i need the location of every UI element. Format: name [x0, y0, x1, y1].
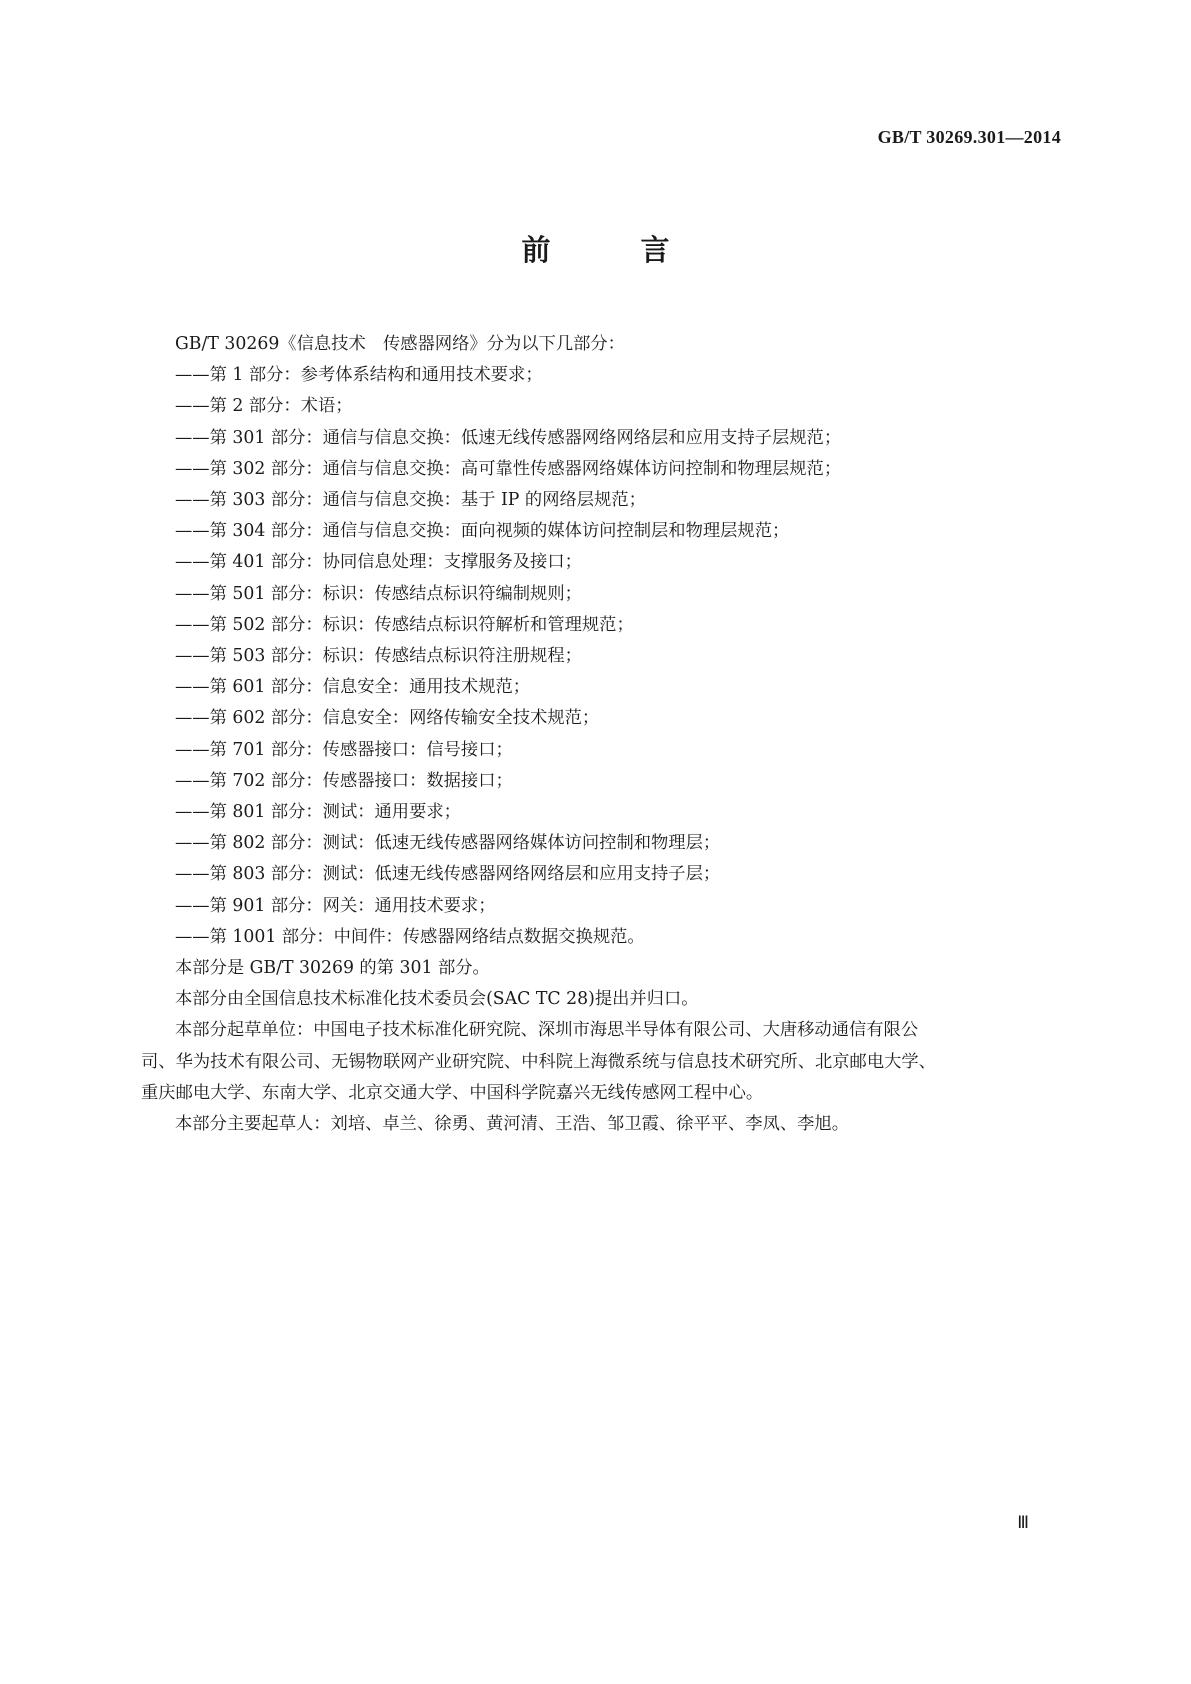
- part-list-item: ——第 1001 部分：中间件：传感器网络结点数据交换规范。: [175, 926, 645, 947]
- drafting-units-line: 重庆邮电大学、东南大学、北京交通大学、中国科学院嘉兴无线传感网工程中心。: [141, 1082, 764, 1103]
- part-list-item: ——第 801 部分：测试：通用要求；: [175, 802, 461, 823]
- part-list-item: ——第 2 部分：术语；: [175, 396, 353, 417]
- drafting-units-line: 本部分起草单位：中国电子技术标准化研究院、深圳市海思半导体有限公司、大唐移动通信有限公: [175, 1020, 919, 1041]
- statement-committee: 本部分由全国信息技术标准化技术委员会(SAC TC 28)提出并归口。: [175, 989, 699, 1010]
- part-list-item: ——第 501 部分：标识：传感结点标识符编制规则；: [175, 583, 582, 604]
- foreword-body: [141, 329, 1065, 1140]
- part-list-item: ——第 1 部分：参考体系结构和通用技术要求；: [175, 365, 543, 386]
- part-list-item: ——第 502 部分：标识：传感结点标识符解析和管理规范；: [175, 614, 634, 635]
- part-list-item: ——第 901 部分：网关：通用技术要求；: [175, 895, 496, 916]
- part-list-item: ——第 701 部分：传感器接口：信号接口；: [175, 739, 513, 760]
- page-title: 前 言: [521, 233, 710, 267]
- statement-part: 本部分是 GB/T 30269 的第 301 部分。: [175, 958, 490, 979]
- part-list-item: ——第 302 部分：通信与信息交换：高可靠性传感器网络媒体访问控制和物理层规范；: [175, 458, 842, 479]
- part-list-item: ——第 304 部分：通信与信息交换：面向视频的媒体访问控制层和物理层规范；: [175, 521, 790, 542]
- intro-line: GB/T 30269《信息技术 传感器网络》分为以下几部分：: [175, 334, 625, 354]
- part-list-item: ——第 503 部分：标识：传感结点标识符注册规程；: [175, 646, 582, 667]
- part-list-item: ——第 802 部分：测试：低速无线传感器网络媒体访问控制和物理层；: [175, 833, 721, 854]
- part-list-item: ——第 303 部分：通信与信息交换：基于 IP 的网络层规范；: [175, 490, 646, 511]
- part-list-item: ——第 401 部分：协同信息处理：支撑服务及接口；: [175, 552, 582, 573]
- part-list-item: ——第 301 部分：通信与信息交换：低速无线传感器网络网络层和应用支持子层规范；: [175, 427, 842, 448]
- part-list-item: ——第 602 部分：信息安全：网络传输安全技术规范；: [175, 708, 600, 729]
- page-number: Ⅲ: [1017, 1513, 1029, 1532]
- standard-number: GB/T 30269.301—2014: [877, 127, 1061, 147]
- part-list-item: ——第 702 部分：传感器接口：数据接口；: [175, 770, 513, 791]
- drafting-units-line: 司、华为技术有限公司、无锡物联网产业研究院、中科院上海微系统与信息技术研究所、北京邮电大学、: [141, 1051, 936, 1072]
- drafting-units-paragraph: [141, 1015, 1065, 1109]
- part-list-item: ——第 601 部分：信息安全：通用技术规范；: [175, 677, 531, 698]
- part-list-item: ——第 803 部分：测试：低速无线传感器网络网络层和应用支持子层；: [175, 864, 721, 885]
- drafters-line: 本部分主要起草人：刘培、卓兰、徐勇、黄河清、王浩、邹卫霞、徐平平、李凤、李旭。: [175, 1114, 849, 1135]
